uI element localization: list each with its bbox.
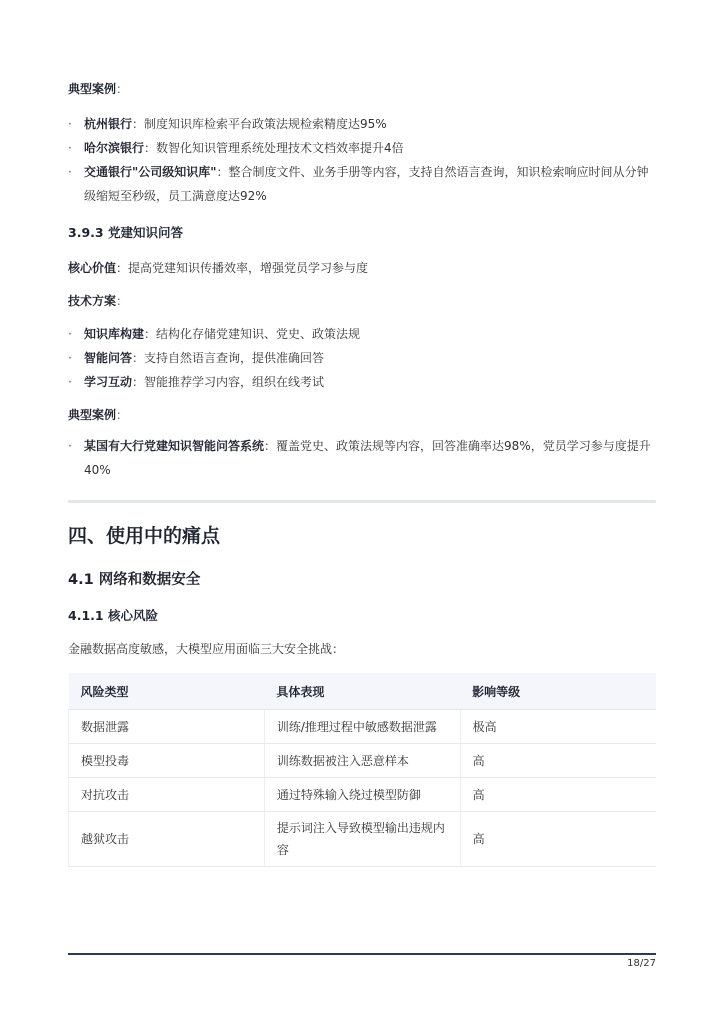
footer-rule <box>68 953 656 955</box>
risk-table <box>68 673 656 867</box>
tech-name: 学习互动 <box>84 375 133 389</box>
table-cell: 模型投毒 <box>69 744 265 778</box>
table-row <box>69 710 657 744</box>
page-content <box>68 80 656 867</box>
core-value-label: 核心价值 <box>68 261 117 275</box>
case-name: 某国有大行党建知识智能问答系统 <box>84 439 265 453</box>
case-name: 哈尔滨银行 <box>84 141 145 155</box>
column-header: 风险类型 <box>69 673 265 710</box>
table-cell: 极高 <box>460 710 656 744</box>
case-text: 数智化知识管理系统处理技术文档效率提升4倍 <box>156 141 404 155</box>
table-header-row <box>69 673 657 710</box>
list-item: · 某国有大行党建知识智能问答系统：覆盖党史、政策法规等内容，回答准确率达98%，党员学习参与度提升40% <box>68 439 651 477</box>
table-cell: 越狱攻击 <box>69 812 265 867</box>
table-cell: 高 <box>460 744 656 778</box>
cases-label-b: 典型案例： <box>68 408 129 422</box>
chapter-title: 四、使用中的痛点 <box>68 525 221 547</box>
cases-list-a <box>68 112 656 208</box>
list-item: · 哈尔滨银行：数智化知识管理系统处理技术文档效率提升4倍 <box>68 141 404 155</box>
tech-name: 知识库构建 <box>84 327 145 341</box>
list-item: · 智能问答：支持自然语言查询，提供准确回答 <box>68 351 325 365</box>
cases-list-b <box>68 434 656 482</box>
section-heading-393: 3.9.3 党建知识问答 <box>68 225 183 240</box>
table-cell: 对抗攻击 <box>69 778 265 812</box>
tech-name: 智能问答 <box>84 351 133 365</box>
section-divider <box>68 500 656 503</box>
table-cell: 训练数据被注入恶意样本 <box>264 744 460 778</box>
column-header: 具体表现 <box>264 673 460 710</box>
table-row <box>69 778 657 812</box>
table-row <box>69 744 657 778</box>
tech-text: 支持自然语言查询，提供准确回答 <box>144 351 325 365</box>
core-value-text: 提高党建知识传播效率，增强党员学习参与度 <box>128 261 369 275</box>
page-number: 18/27 <box>627 958 656 969</box>
table-cell: 数据泄露 <box>69 710 265 744</box>
tech-label: 技术方案： <box>68 294 129 308</box>
section-heading-411: 4.1.1 核心风险 <box>68 608 158 623</box>
core-value: 核心价值：提高党建知识传播效率，增强党员学习参与度 <box>68 261 369 275</box>
cases-label-b-text: 典型案例 <box>68 408 117 422</box>
section-heading-41: 4.1 网络和数据安全 <box>68 572 201 588</box>
table-cell: 通过特殊输入绕过模型防御 <box>264 778 460 812</box>
list-item: · 学习互动：智能推荐学习内容，组织在线考试 <box>68 375 325 389</box>
tech-list <box>68 322 656 394</box>
cases-label-a: 典型案例： <box>68 82 129 96</box>
list-item: · 杭州银行：制度知识库检索平台政策法规检索精度达95% <box>68 117 387 131</box>
case-name: 杭州银行 <box>84 117 133 131</box>
table-row <box>69 812 657 867</box>
table-cell: 高 <box>460 812 656 867</box>
tech-label-text: 技术方案 <box>68 294 117 308</box>
list-item: · 知识库构建：结构化存储党建知识、党史、政策法规 <box>68 327 361 341</box>
intro-text: 金融数据高度敏感，大模型应用面临三大安全挑战： <box>68 642 345 656</box>
table-cell: 训练/推理过程中敏感数据泄露 <box>264 710 460 744</box>
case-text: 制度知识库检索平台政策法规检索精度达95% <box>144 117 387 131</box>
cases-label-a-text: 典型案例 <box>68 82 117 96</box>
tech-text: 结构化存储党建知识、党史、政策法规 <box>156 327 361 341</box>
tech-text: 智能推荐学习内容，组织在线考试 <box>144 375 325 389</box>
case-name: 交通银行"公司级知识库" <box>84 165 217 179</box>
column-header: 影响等级 <box>460 673 656 710</box>
table-cell: 高 <box>460 778 656 812</box>
list-item: · 交通银行"公司级知识库"：整合制度文件、业务手册等内容，支持自然语言查询，知识检索响应时间从分钟级缩短至秒级，员工满意度达92% <box>68 165 649 203</box>
table-cell: 提示词注入导致模型输出违规内容 <box>264 812 460 867</box>
case-text: 覆盖党史、政策法规等内容，回答准确率达98%，党员学习参与度提升40% <box>84 439 651 477</box>
case-text: 整合制度文件、业务手册等内容，支持自然语言查询，知识检索响应时间从分钟级缩短至秒级，员工满意度达92% <box>84 165 649 203</box>
